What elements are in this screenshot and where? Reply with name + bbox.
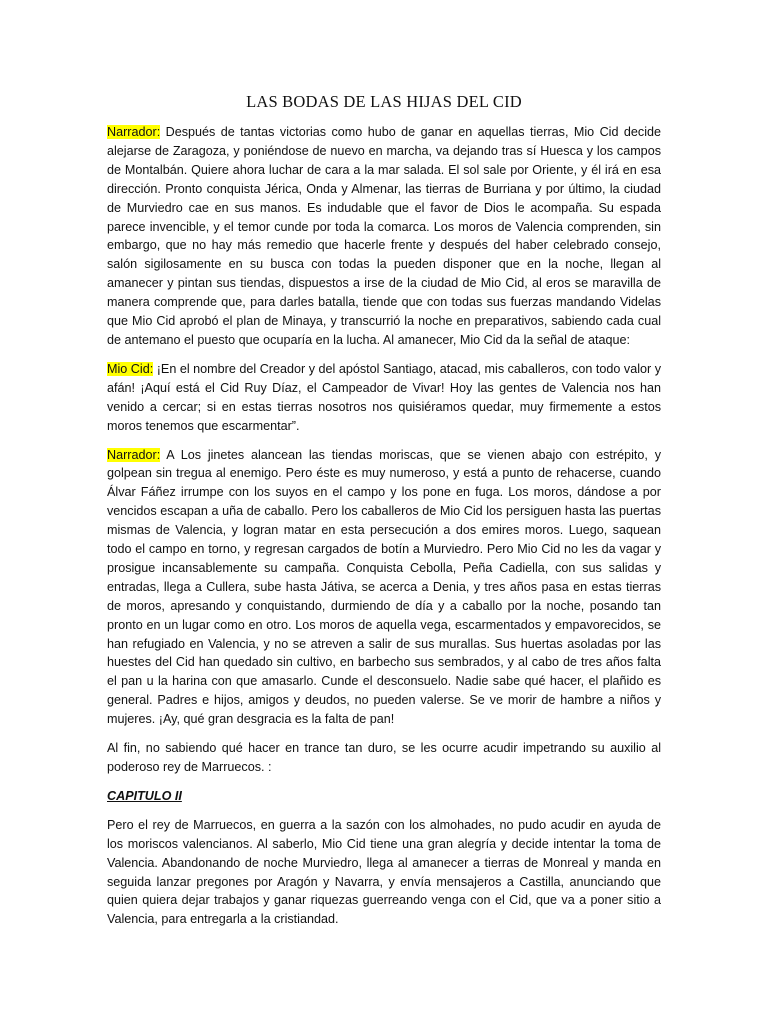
paragraph-conclusion — [107, 739, 661, 777]
document-title: LAS BODAS DE LAS HIJAS DEL CID — [246, 92, 522, 111]
chapter-heading: CAPITULO II — [107, 788, 182, 803]
paragraph-text: Después de tantas victorias como hubo de ganar en aquellas tierras, Mio Cid decide alejarse de Zaragoza, y poniéndose de nuevo en marcha, va dejando tras sí Huesca y los campos de Montalbán. Quiere ahora luchar de cara a la mar salada. El sol sale por Oriente, y él irá en esa dirección. Pronto conquista Jérica, Onda y Almenar, las tierras de Burriana y por último, la ciudad de Murviedro cae en sus manos. Es indudable que el favor de Dios le acompaña. Su espada parece invencible, y el temor cunde por toda la comarca. Los moros de Valencia comprenden, sin embargo, que no hay más remedio que hacerle frente y después del haber celebrado consejo, salón sigilosamente en su busca con todas la pueden disponer que en la noche, llegan al amanecer y pintan sus tiendas, dispuestos a irse de la ciudad de Mio Cid, al eros se maravilla de manera comprende que, para darles batalla, tiende que con todas sus fuerzas mandando Videlas que Mio Cid aprobó el plan de Minaya, y transcurrió la noche en preparativos, sabiendo cada cual de antemano el puesto que ocuparía en la lucha. Al amanecer, Mio Cid da la señal de ataque: — [107, 125, 661, 347]
paragraph-mio-cid — [107, 360, 661, 436]
speaker-label: Narrador: — [107, 125, 161, 139]
document-page — [107, 92, 661, 939]
paragraph-text: ¡En el nombre del Creador y del apóstol Santiago, atacad, mis caballeros, con todo valor y afán! ¡Aquí está el Cid Ruy Díaz, el Campeador de Vivar! Hoy las gentes de Valencia nos han venido a cercar; si en estas tierras nosotros nos quisiéramos quedar, muy firmemente a estos moros tenemos que escarmentar”. — [107, 361, 662, 433]
paragraph-chapter-2: Pero el rey de Marruecos, en guerra a la sazón con los almohades, no pudo acudir en ayuda de los moriscos valencianos. Al saberlo, Mio Cid tiene una gran alegría y decide intentar la toma de Valencia. Abandonando de noche Murviedro, llega al amanecer a tierras de Monreal y manda en seguida lanzar pregones por Aragón y Navarra, y envía mensajeros a Castilla, anunciando que quien quiera dejar trabajos y ganar riquezas guerreando venga con el Cid, que va a poner sitio a Valencia, para entregarla a la cristiandad. — [107, 817, 661, 927]
paragraph-narrator-1 — [107, 123, 661, 350]
speaker-label: Narrador: — [107, 447, 161, 462]
paragraph-text: A Los jinetes alancean las tiendas moriscas, que se vienen abajo con estrépito, y golpean sin tregua al enemigo. Pero éste es muy numeroso, y está a punto de rehacerse, cuando Álvar Fáñez irrumpe con los suyos en el campo y los pone en fuga. Los moros, dándose a por vencidos escapan a uña de caballo. Pero los caballeros de Mio Cid los persiguen hasta las puertas mismas de Valencia, y logran matar en esta persecución a dos emires moros. Luego, saquean todo el campo en torno, y regresan cargados de botín a Murviedro. Pero Mio Cid no les da vagar y prosigue incansablemente su campaña. Conquista Cebolla, Peña Cadiella, con sus salidas y entradas, llega a Cullera, sube hasta Játiva, se acerca a Denia, y tres años pasa en estas tierras de moros, apresando y conquistando, durmiendo de día y a caballo por la noche, posando tan pronto en un lugar como en otro. Los moros de aquella vega, escarmentados y empavorecidos, se han refugiado en Valencia, y no se atreven a salir de sus murallas. Sus huertas asoladas por las huestes del Cid han quedado sin cultivo, en barbecho sus sembrados, y al cabo de tres años falta el pan u la harina con que amasarlo. Cunde el desconsuelo. Nadie sabe qué hacer, el plañido es general. Padres e hijos, amigos y deudos, no pueden valerse. Se ve morir de hambre a niños y mujeres. ¡Ay, qué gran desgracia es la falta de pan! — [107, 447, 661, 727]
paragraph-text: Al fin, no sabiendo qué hacer en trance tan duro, se les ocurre acudir impetrando su auxilio al poderoso rey de Marruecos. : — [107, 741, 661, 774]
paragraph-narrator-2 — [107, 446, 661, 730]
speaker-label: Mio Cid: — [107, 361, 154, 376]
